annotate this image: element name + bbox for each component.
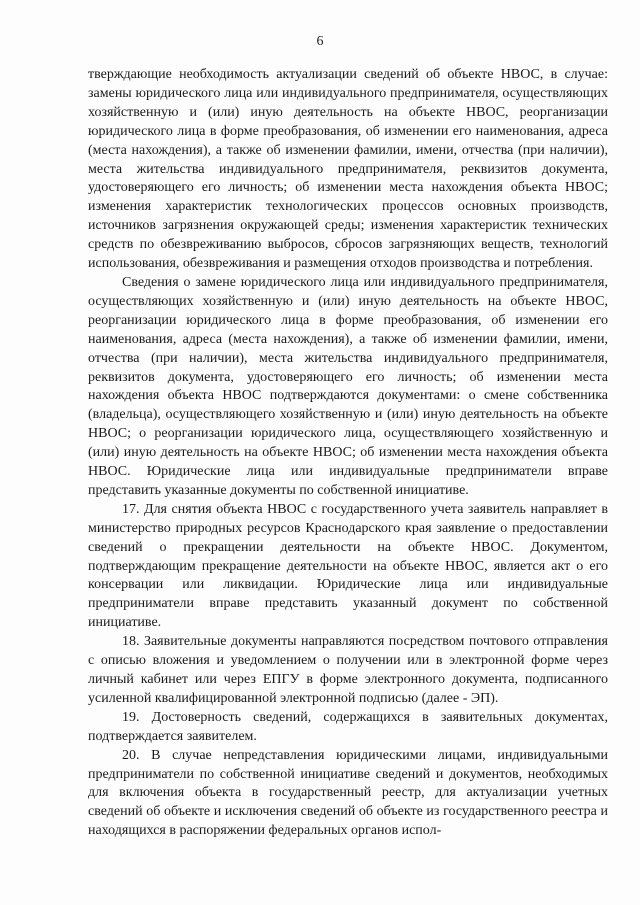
paragraph-18-submission: 18. Заявительные документы направляются посредством почтового отправления с описью вложения и уведомлением о получении или в электронной форме через личный кабинет или через ЕПГУ в форме электронного документа, подписанного усиленной квалифицированной электронной подписью (далее - ЭП). (88, 634, 608, 706)
paragraph-19-accuracy: 19. Достоверность сведений, содержащихся в заявительных документах, подтверждается заявителем. (88, 709, 608, 744)
document-body (88, 66, 608, 841)
paragraph-20-non-submission: 20. В случае непредставления юридическими лицами, индивидуальными предприниматели по собственной инициативе сведений и документов, необходимых для включения объекта в государственный реестр, для актуализации учетных сведений об объекте и исключения сведений об объекте из государственного реестра и находящихся в распоряжении федеральных органов испол- (88, 747, 608, 839)
page-number: 6 (316, 34, 324, 49)
paragraph-change-confirmation: Сведения о замене юридического лица или индивидуального предпринимателя, осуществляющих хозяйственную и (или) иную деятельность на объекте НВОС, реорганизации юридического лица в форме преобразования, об изменении его наименования, адреса (места нахождения), а также об изменении фамилии, имени, отчества (при наличии), места жительства индивидуального предпринимателя, реквизитов документа, удостоверяющего его личность; об изменении места нахождения объекта НВОС подтверждаются документами: о смене собственника (владельца), осуществляющего хозяйственную и (или) иную деятельность на объекте НВОС; о реорганизации юридического лица, осуществляющего хозяйственную и (или) иную деятельность на объекте НВОС; об изменении места нахождения объекта НВОС. Юридические лица или индивидуальные предприниматели вправе представить указанные документы по собственной инициативе. (88, 274, 608, 498)
paragraph-continuation: тверждающие необходимость актуализации сведений об объекте НВОС, в случае: замены юридического лица или индивидуального предпринимателя, осуществляющих хозяйственную и (или) иную деятельность на объекте НВОС, реорганизации юридического лица в форме преобразования, об изменении его наименования, адреса (места нахождения), а также об изменении фамилии, имени, отчества (при наличии), места жительства индивидуального предпринимателя, реквизитов документа, удостоверяющего его личность; об изменении места нахождения объекта НВОС; изменения характеристик технологических процессов основных производств, источников загрязнения окружающей среды; изменения характеристик технических средств по обезвреживанию выбросов, сбросов загрязняющих веществ, технологий использования, обезвреживания и размещения отходов производства и потребления. (88, 67, 608, 272)
paragraph-17-deregistration: 17. Для снятия объекта НВОС с государственного учета заявитель направляет в министерство природных ресурсов Краснодарского края заявление о предоставлении сведений о прекращении деятельности на объекте НВОС. Документом, подтверждающим прекращение деятельности на объекте НВОС, является акт о его консервации или ликвидации. Юридические лица или индивидуальные предприниматели вправе представить указанный документ по собственной инициативе. (88, 501, 608, 631)
